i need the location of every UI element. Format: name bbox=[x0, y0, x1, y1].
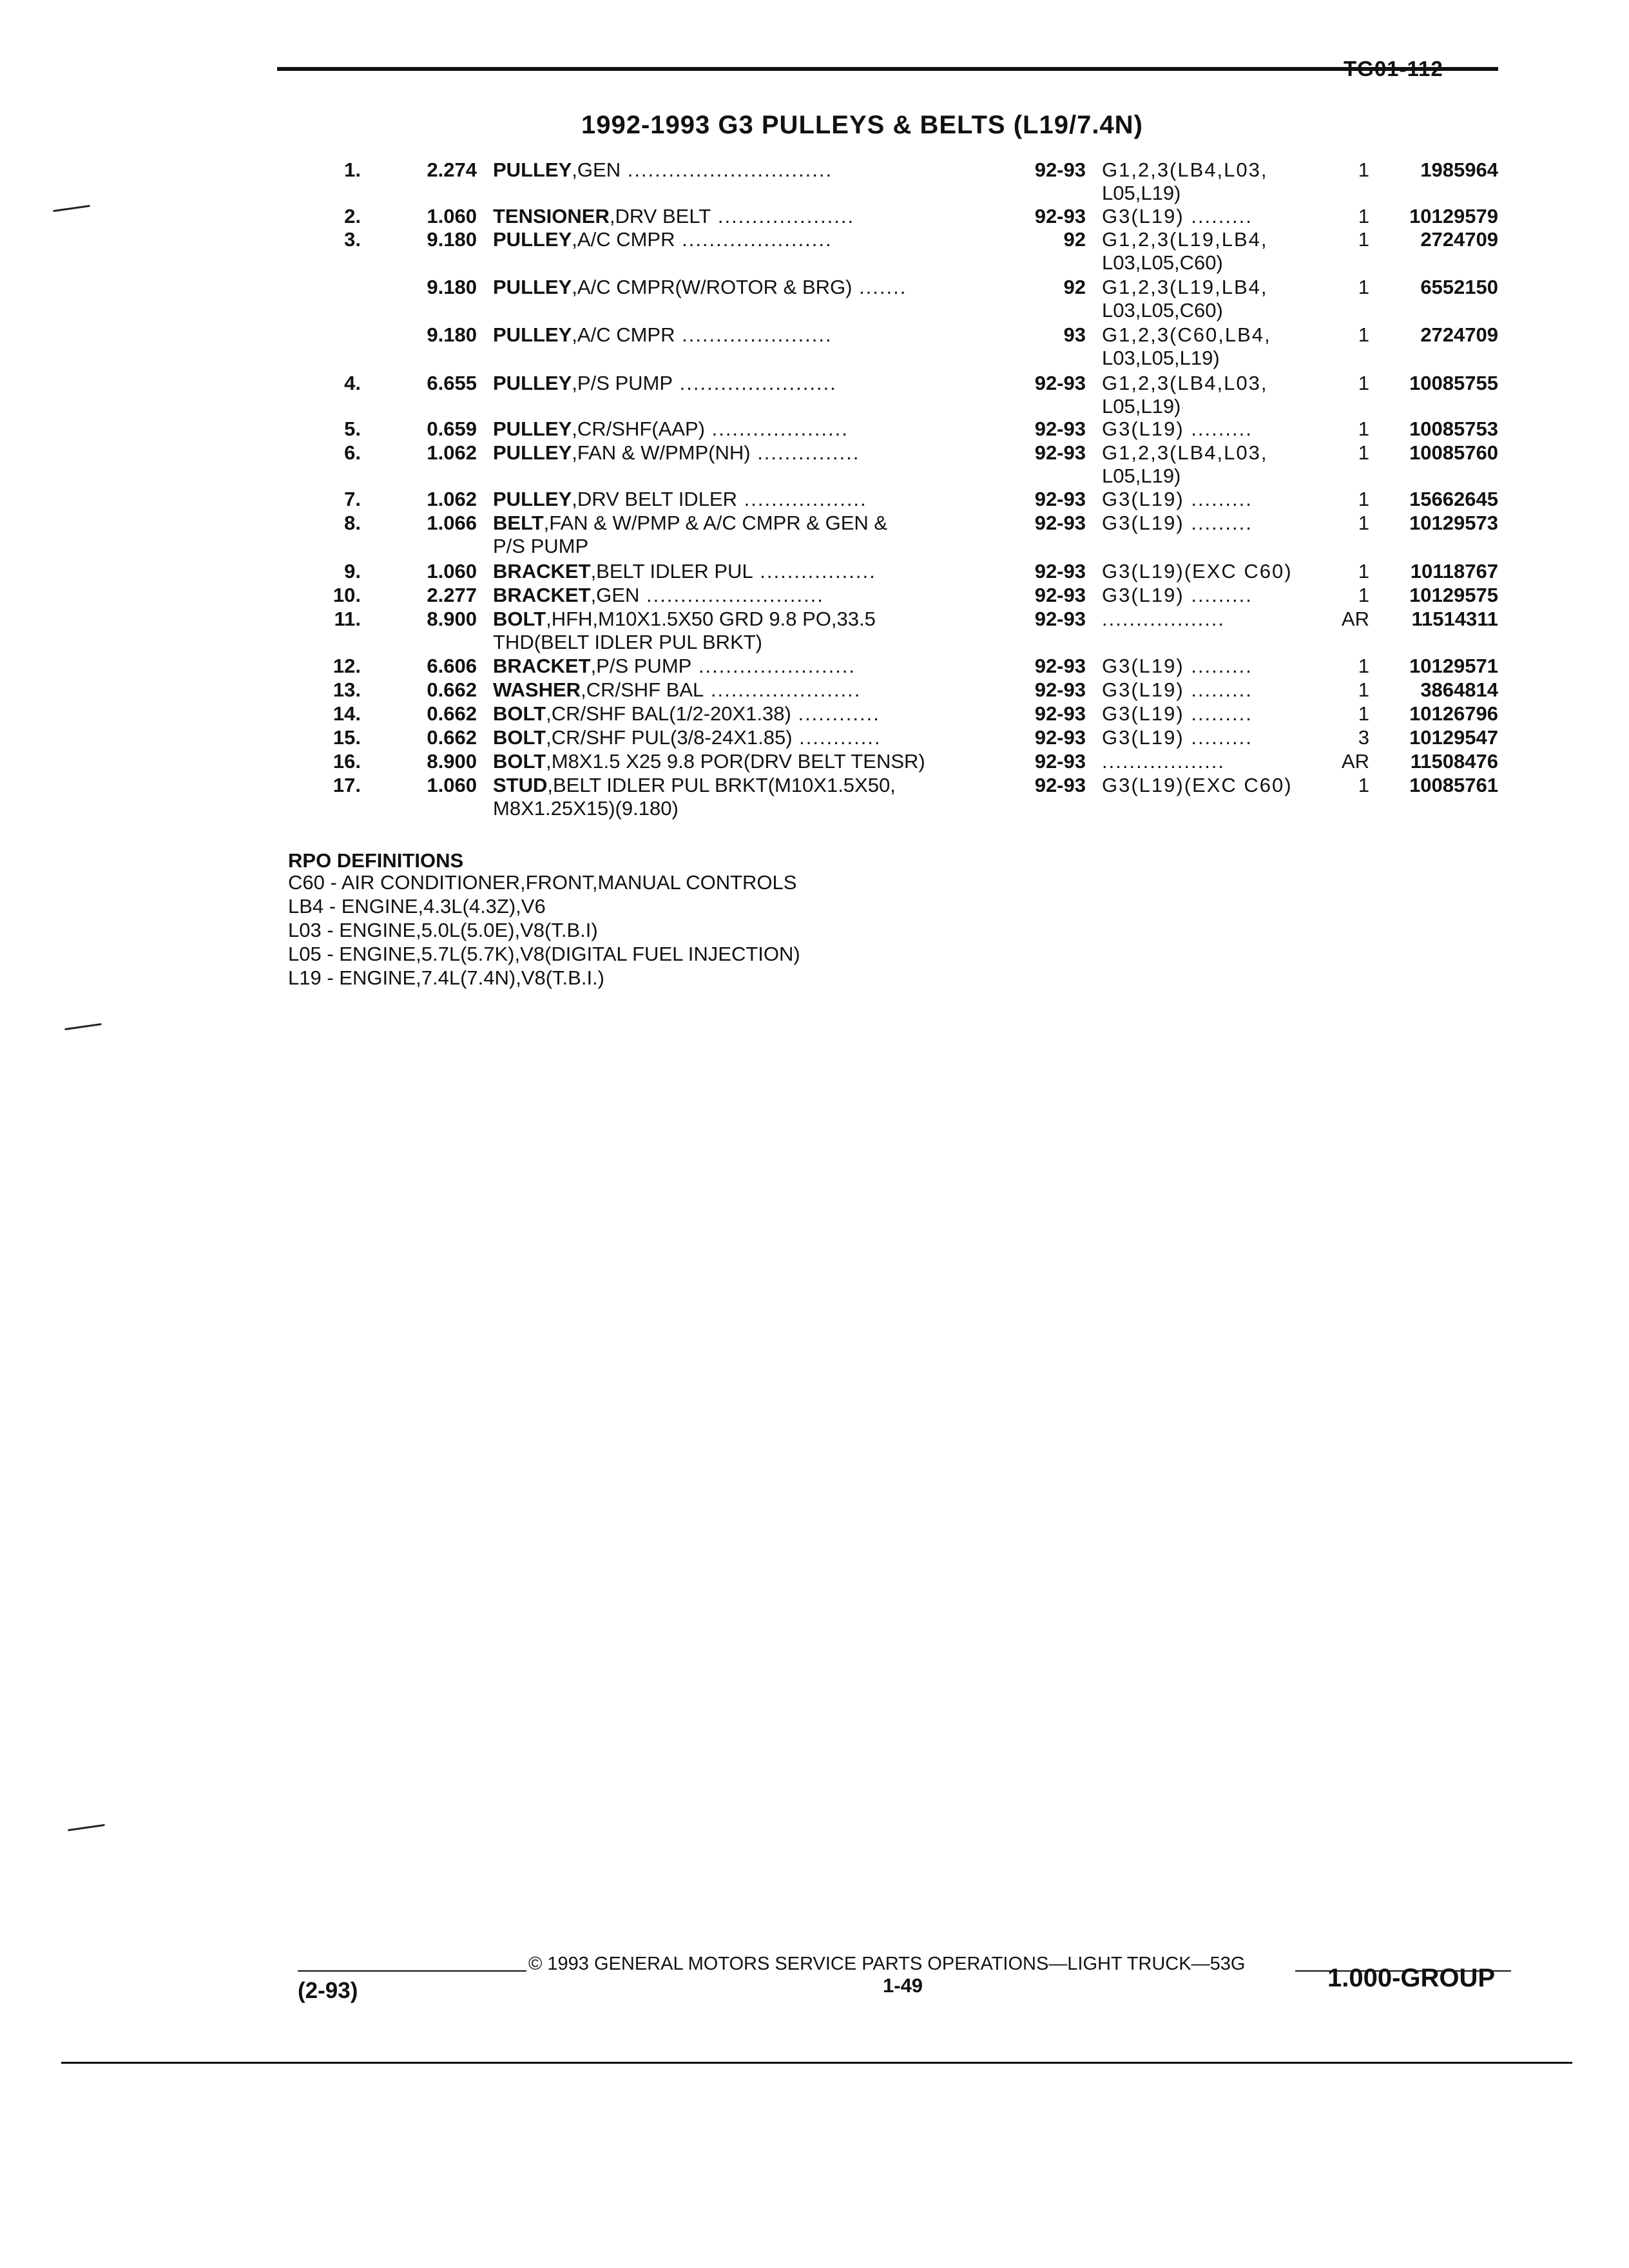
part-detail: ,A/C CMPR(W/ROTOR & BRG) bbox=[572, 276, 853, 298]
table-row bbox=[0, 323, 1629, 371]
part-name: STUD bbox=[493, 774, 548, 796]
page-code: TG01-112 bbox=[1344, 57, 1443, 81]
part-name: BOLT bbox=[493, 726, 546, 749]
item-number: 5. bbox=[344, 418, 361, 440]
dot-leader: .................. bbox=[737, 488, 867, 510]
part-number: 10085760 bbox=[1409, 441, 1498, 464]
quantity: 1 bbox=[1358, 584, 1369, 606]
application-line: G3(L19) ......... bbox=[1102, 512, 1253, 534]
part-detail: ,HFH,M10X1.5X50 GRD 9.8 PO,33.5 bbox=[546, 608, 876, 630]
group-number: 9.180 bbox=[427, 276, 477, 298]
part-detail: ,FAN & W/PMP(NH) bbox=[572, 441, 751, 464]
part-name: BOLT bbox=[493, 750, 546, 773]
group-number: 0.662 bbox=[427, 702, 477, 725]
model-years: 92-93 bbox=[1034, 774, 1086, 796]
quantity: 1 bbox=[1358, 418, 1369, 440]
dot-leader: ....................... bbox=[691, 655, 856, 677]
item-number: 10. bbox=[333, 584, 361, 606]
part-detail-continued: M8X1.25X15)(9.180) bbox=[493, 797, 679, 820]
part-name: PULLEY bbox=[493, 372, 572, 394]
model-years: 92-93 bbox=[1034, 750, 1086, 773]
date-code: (2-93) bbox=[298, 1978, 358, 2003]
application bbox=[1102, 608, 1321, 631]
model-years: 92-93 bbox=[1034, 159, 1086, 181]
group-number: 1.066 bbox=[427, 512, 477, 534]
model-years: 92-93 bbox=[1034, 418, 1086, 440]
quantity: 1 bbox=[1358, 228, 1369, 251]
table-row bbox=[0, 276, 1629, 323]
application bbox=[1102, 584, 1321, 607]
application bbox=[1102, 726, 1321, 749]
quantity: 3 bbox=[1358, 726, 1369, 749]
application-line: G3(L19) ......... bbox=[1102, 488, 1253, 510]
application-line: G3(L19) ......... bbox=[1102, 205, 1253, 227]
application-line: G1,2,3(C60,LB4, bbox=[1102, 323, 1271, 346]
item-number: 3. bbox=[344, 228, 361, 251]
application-continued: L05,L19) bbox=[1102, 465, 1181, 487]
model-years: 92-93 bbox=[1034, 584, 1086, 606]
part-number: 3864814 bbox=[1420, 678, 1498, 701]
application bbox=[1102, 488, 1321, 511]
dot-leader: ............ bbox=[791, 702, 880, 725]
group-number: 8.900 bbox=[427, 750, 477, 773]
part-detail: ,CR/SHF BAL(1/2-20X1.38) bbox=[546, 702, 791, 725]
rpo-definition: C60 - AIR CONDITIONER,FRONT,MANUAL CONTROLS bbox=[288, 871, 797, 894]
table-row bbox=[0, 512, 1629, 559]
part-number: 2724709 bbox=[1420, 323, 1498, 346]
item-number: 12. bbox=[333, 655, 361, 677]
part-number: 10085753 bbox=[1409, 418, 1498, 440]
application-line: G3(L19) ......... bbox=[1102, 678, 1253, 701]
part-name: BOLT bbox=[493, 702, 546, 725]
application-line: G1,2,3(L19,LB4, bbox=[1102, 228, 1268, 251]
model-years: 92-93 bbox=[1034, 678, 1086, 701]
item-number: 1. bbox=[344, 159, 361, 181]
part-number: 15662645 bbox=[1409, 488, 1498, 510]
application bbox=[1102, 512, 1321, 535]
application-line: G1,2,3(LB4,L03, bbox=[1102, 372, 1268, 394]
application-line: .................. bbox=[1102, 608, 1226, 630]
part-name: PULLEY bbox=[493, 276, 572, 298]
application-continued: L03,L05,C60) bbox=[1102, 299, 1223, 322]
model-years: 92-93 bbox=[1034, 702, 1086, 725]
dot-leader: ............ bbox=[792, 726, 882, 749]
part-name: PULLEY bbox=[493, 228, 572, 251]
application bbox=[1102, 159, 1321, 205]
table-row bbox=[0, 228, 1629, 276]
item-number: 9. bbox=[344, 560, 361, 582]
application-line: G3(L19) ......... bbox=[1102, 702, 1253, 725]
punch-mark bbox=[68, 1824, 105, 1831]
part-description bbox=[493, 702, 1002, 726]
group-number: 0.662 bbox=[427, 678, 477, 701]
group-number: 2.277 bbox=[427, 584, 477, 606]
group-number: 6.606 bbox=[427, 655, 477, 677]
quantity: 1 bbox=[1358, 702, 1369, 725]
part-number: 6552150 bbox=[1420, 276, 1498, 298]
part-number: 10085755 bbox=[1409, 372, 1498, 394]
part-description bbox=[493, 228, 1002, 251]
group-label: 1.000-GROUP bbox=[1327, 1964, 1496, 1992]
application-continued: L05,L19) bbox=[1102, 395, 1181, 418]
item-number: 11. bbox=[334, 608, 361, 630]
dot-leader: .......................... bbox=[639, 584, 824, 606]
group-number: 0.662 bbox=[427, 726, 477, 749]
part-detail: ,CR/SHF BAL bbox=[581, 678, 704, 701]
part-description bbox=[493, 159, 1002, 182]
quantity: 1 bbox=[1358, 323, 1369, 346]
application bbox=[1102, 750, 1321, 773]
part-name: BRACKET bbox=[493, 560, 591, 582]
group-number: 8.900 bbox=[427, 608, 477, 630]
quantity: 1 bbox=[1358, 372, 1369, 394]
part-description bbox=[493, 608, 1002, 654]
rpo-definition: L05 - ENGINE,5.7L(5.7K),V8(DIGITAL FUEL INJECTION) bbox=[288, 943, 800, 965]
part-name: BELT bbox=[493, 512, 544, 534]
part-detail: ,P/S PUMP bbox=[590, 655, 692, 677]
application-line: G3(L19) ......... bbox=[1102, 655, 1253, 677]
part-description bbox=[493, 655, 1002, 678]
page-title: 1992-1993 G3 PULLEYS & BELTS (L19/7.4N) bbox=[581, 111, 1143, 139]
part-description bbox=[493, 441, 1002, 465]
group-number: 2.274 bbox=[427, 159, 477, 181]
quantity: 1 bbox=[1358, 159, 1369, 181]
part-description bbox=[493, 750, 1002, 773]
dot-leader: .............................. bbox=[621, 159, 833, 181]
part-detail: ,P/S PUMP bbox=[572, 372, 673, 394]
dot-leader: ...................... bbox=[704, 678, 862, 701]
rpo-definition: L03 - ENGINE,5.0L(5.0E),V8(T.B.I) bbox=[288, 919, 598, 941]
application-continued: L05,L19) bbox=[1102, 182, 1181, 204]
application-continued: L03,L05,L19) bbox=[1102, 347, 1220, 369]
part-name: BRACKET bbox=[493, 655, 591, 677]
part-name: TENSIONER bbox=[493, 205, 610, 227]
scan-edge-rule bbox=[61, 2062, 1572, 2064]
part-name: WASHER bbox=[493, 678, 581, 701]
footer-rule-left bbox=[298, 1970, 526, 1972]
item-number: 14. bbox=[333, 702, 361, 725]
application bbox=[1102, 276, 1321, 322]
application-continued: L03,L05,C60) bbox=[1102, 251, 1223, 274]
part-description bbox=[493, 488, 1002, 511]
application bbox=[1102, 205, 1321, 228]
part-number: 10129579 bbox=[1409, 205, 1498, 227]
part-description bbox=[493, 276, 1002, 299]
part-name: PULLEY bbox=[493, 441, 572, 464]
item-number: 13. bbox=[333, 678, 361, 701]
group-number: 1.060 bbox=[427, 774, 477, 796]
application-line: G1,2,3(LB4,L03, bbox=[1102, 441, 1268, 464]
part-detail-continued: P/S PUMP bbox=[493, 535, 589, 557]
part-detail-continued: THD(BELT IDLER PUL BRKT) bbox=[493, 631, 763, 653]
quantity: 1 bbox=[1358, 655, 1369, 677]
group-number: 1.062 bbox=[427, 488, 477, 510]
model-years: 92-93 bbox=[1034, 608, 1086, 630]
item-number: 8. bbox=[344, 512, 361, 534]
application-line: G3(L19)(EXC C60) bbox=[1102, 560, 1293, 582]
application bbox=[1102, 418, 1321, 441]
punch-mark bbox=[64, 1023, 102, 1030]
part-number: 10129571 bbox=[1409, 655, 1498, 677]
model-years: 92-93 bbox=[1034, 560, 1086, 582]
table-row bbox=[0, 159, 1629, 206]
part-detail: ,A/C CMPR bbox=[572, 228, 675, 251]
application bbox=[1102, 702, 1321, 726]
part-name: PULLEY bbox=[493, 418, 572, 440]
table-row bbox=[0, 774, 1629, 822]
application bbox=[1102, 774, 1321, 797]
application-line: .................. bbox=[1102, 750, 1226, 773]
item-number: 4. bbox=[344, 372, 361, 394]
quantity: 1 bbox=[1358, 678, 1369, 701]
application-line: G1,2,3(L19,LB4, bbox=[1102, 276, 1268, 298]
model-years: 92-93 bbox=[1034, 655, 1086, 677]
rpo-title: RPO DEFINITIONS bbox=[288, 849, 464, 872]
quantity: 1 bbox=[1358, 205, 1369, 227]
part-detail: ,BELT IDLER PUL BRKT(M10X1.5X50, bbox=[547, 774, 896, 796]
item-number: 2. bbox=[344, 205, 361, 227]
model-years: 92 bbox=[1063, 276, 1086, 298]
part-detail: ,GEN bbox=[572, 159, 621, 181]
table-row bbox=[0, 441, 1629, 489]
part-description bbox=[493, 584, 1002, 607]
application bbox=[1102, 323, 1321, 370]
quantity: 1 bbox=[1358, 441, 1369, 464]
group-number: 9.180 bbox=[427, 228, 477, 251]
part-detail: ,M8X1.5 X25 9.8 POR(DRV BELT TENSR) bbox=[546, 750, 925, 773]
dot-leader: ....................... bbox=[673, 372, 837, 394]
quantity: AR bbox=[1341, 608, 1369, 630]
part-detail: ,CR/SHF(AAP) bbox=[572, 418, 705, 440]
dot-leader: .................... bbox=[704, 418, 849, 440]
application bbox=[1102, 655, 1321, 678]
application-line: G3(L19) ......... bbox=[1102, 726, 1253, 749]
part-name: BRACKET bbox=[493, 584, 591, 606]
dot-leader: ....... bbox=[852, 276, 907, 298]
part-description bbox=[493, 678, 1002, 702]
application bbox=[1102, 372, 1321, 418]
item-number: 17. bbox=[333, 774, 361, 796]
part-detail: ,DRV BELT IDLER bbox=[572, 488, 738, 510]
model-years: 92-93 bbox=[1034, 372, 1086, 394]
part-description bbox=[493, 726, 1002, 749]
quantity: 1 bbox=[1358, 560, 1369, 582]
group-number: 1.062 bbox=[427, 441, 477, 464]
copyright-line: © 1993 GENERAL MOTORS SERVICE PARTS OPERATIONS—LIGHT TRUCK—53G bbox=[528, 1954, 1246, 1974]
part-detail: ,FAN & W/PMP & A/C CMPR & GEN & bbox=[543, 512, 888, 534]
part-description bbox=[493, 372, 1002, 395]
application-line: G3(L19)(EXC C60) bbox=[1102, 774, 1293, 796]
rpo-definition: LB4 - ENGINE,4.3L(4.3Z),V6 bbox=[288, 895, 546, 918]
part-name: PULLEY bbox=[493, 488, 572, 510]
application-line: G1,2,3(LB4,L03, bbox=[1102, 159, 1268, 181]
model-years: 92 bbox=[1063, 228, 1086, 251]
item-number: 7. bbox=[344, 488, 361, 510]
item-number: 16. bbox=[333, 750, 361, 773]
model-years: 92-93 bbox=[1034, 488, 1086, 510]
quantity: 1 bbox=[1358, 276, 1369, 298]
dot-leader: ............... bbox=[750, 441, 860, 464]
dot-leader: ...................... bbox=[675, 323, 833, 346]
rpo-definition: L19 - ENGINE,7.4L(7.4N),V8(T.B.I.) bbox=[288, 966, 605, 989]
application bbox=[1102, 560, 1321, 583]
part-name: PULLEY bbox=[493, 323, 572, 346]
group-number: 9.180 bbox=[427, 323, 477, 346]
item-number: 15. bbox=[333, 726, 361, 749]
part-detail: ,A/C CMPR bbox=[572, 323, 675, 346]
group-number: 6.655 bbox=[427, 372, 477, 394]
part-description bbox=[493, 774, 1002, 820]
part-description bbox=[493, 323, 1002, 347]
application-line: G3(L19) ......... bbox=[1102, 584, 1253, 606]
part-description bbox=[493, 418, 1002, 441]
page-number: 1-49 bbox=[883, 1974, 923, 1997]
part-number: 1985964 bbox=[1420, 159, 1498, 181]
part-description bbox=[493, 560, 1002, 583]
part-number: 2724709 bbox=[1420, 228, 1498, 251]
dot-leader: ................. bbox=[753, 560, 876, 582]
part-number: 11514311 bbox=[1411, 608, 1498, 630]
part-number: 11508476 bbox=[1410, 750, 1498, 773]
part-number: 10126796 bbox=[1409, 702, 1498, 725]
part-detail: ,DRV BELT bbox=[609, 205, 711, 227]
table-row bbox=[0, 608, 1629, 655]
group-number: 0.659 bbox=[427, 418, 477, 440]
model-years: 92-93 bbox=[1034, 205, 1086, 227]
quantity: 1 bbox=[1358, 774, 1369, 796]
quantity: AR bbox=[1341, 750, 1369, 773]
model-years: 92-93 bbox=[1034, 512, 1086, 534]
part-detail: ,BELT IDLER PUL bbox=[590, 560, 753, 582]
model-years: 93 bbox=[1063, 323, 1086, 346]
application bbox=[1102, 228, 1321, 274]
part-number: 10129547 bbox=[1409, 726, 1498, 749]
part-detail: ,GEN bbox=[590, 584, 640, 606]
header-rule bbox=[277, 67, 1498, 71]
quantity: 1 bbox=[1358, 512, 1369, 534]
group-number: 1.060 bbox=[427, 560, 477, 582]
item-number: 6. bbox=[344, 441, 361, 464]
part-name: PULLEY bbox=[493, 159, 572, 181]
part-detail: ,CR/SHF PUL(3/8-24X1.85) bbox=[546, 726, 793, 749]
application-line: G3(L19) ......... bbox=[1102, 418, 1253, 440]
dot-leader: ...................... bbox=[675, 228, 833, 251]
application bbox=[1102, 678, 1321, 702]
model-years: 92-93 bbox=[1034, 726, 1086, 749]
group-number: 1.060 bbox=[427, 205, 477, 227]
part-number: 10118767 bbox=[1410, 560, 1498, 582]
application bbox=[1102, 441, 1321, 488]
dot-leader: .................... bbox=[711, 205, 855, 227]
part-number: 10129575 bbox=[1409, 584, 1498, 606]
part-number: 10085761 bbox=[1409, 774, 1498, 796]
part-description bbox=[493, 512, 1002, 558]
quantity: 1 bbox=[1358, 488, 1369, 510]
part-number: 10129573 bbox=[1409, 512, 1498, 534]
table-row bbox=[0, 372, 1629, 419]
part-description bbox=[493, 205, 1002, 228]
model-years: 92-93 bbox=[1034, 441, 1086, 464]
part-name: BOLT bbox=[493, 608, 546, 630]
